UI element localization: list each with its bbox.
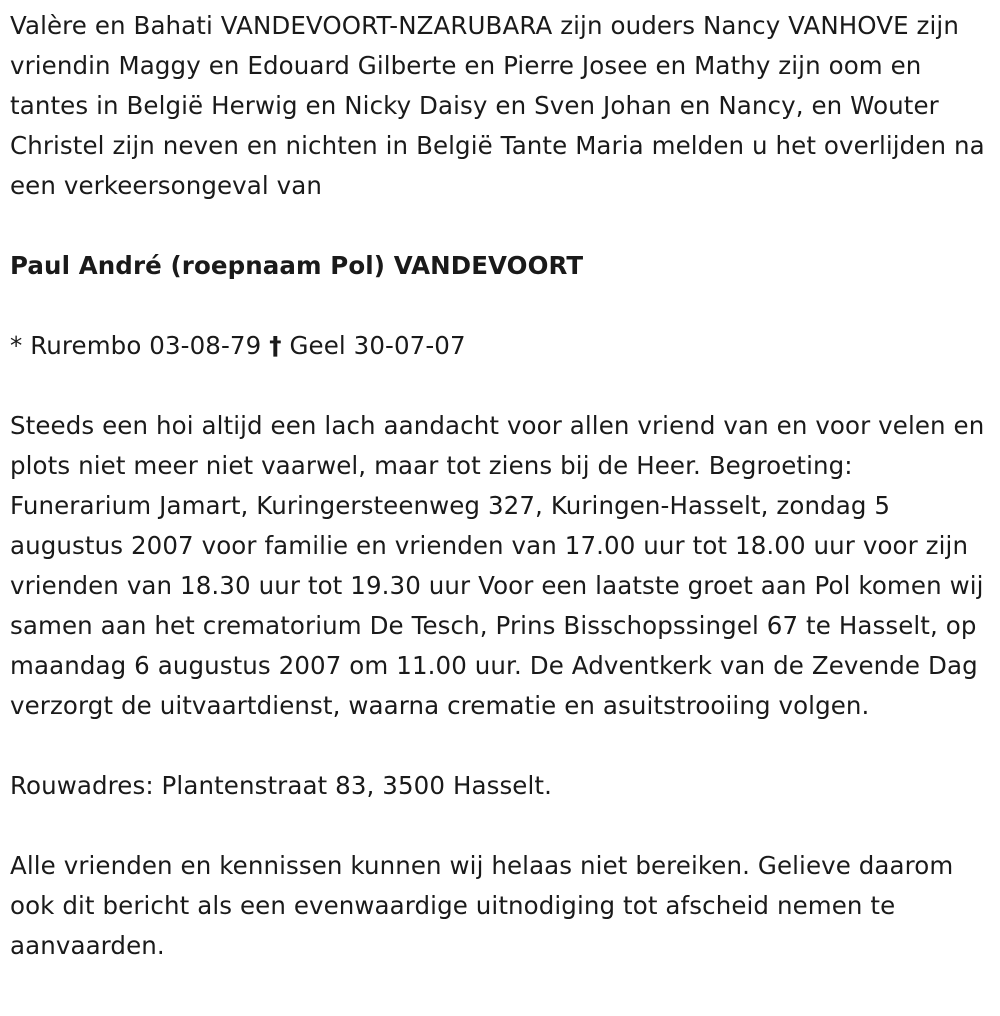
spacer (10, 806, 995, 846)
spacer (10, 206, 995, 246)
spacer (10, 366, 995, 406)
obituary-notice (10, 6, 995, 966)
death-info: Geel 30-07-07 (289, 331, 466, 360)
spacer (10, 286, 995, 326)
spacer (10, 726, 995, 766)
closing-paragraph: Alle vrienden en kennissen kunnen wij helaas niet bereiken. Gelieve daarom ook dit bericht als een evenwaardige uitnodiging tot afscheid nemen te aanvaarden. (10, 851, 954, 960)
ceremony-paragraph: Steeds een hoi altijd een lach aandacht voor allen vriend van en voor velen en plots niet meer niet vaarwel, maar tot ziens bij de Heer. Begroeting: Funerarium Jamart, Kuringersteenweg 327, Kuringen-Hasselt, zondag 5 augustus 2007 voor familie en vrienden van 17.00 uur tot 18.00 uur voor zijn vrienden van 18.30 uur tot 19.30 uur Voor een laatste groet aan Pol komen wij samen aan het crematorium De Tesch, Prins Bisschopssingel 67 te Hasselt, op maandag 6 augustus 2007 om 11.00 uur. De Adventkerk van de Zevende Dag verzorgt de uitvaartdienst, waarna crematie en asuitstrooiing volgen. (10, 411, 985, 720)
deceased-name: Paul André (roepnaam Pol) VANDEVOORT (10, 251, 584, 280)
dates-line (10, 326, 995, 366)
family-paragraph: Valère en Bahati VANDEVOORT-NZARUBARA zijn ouders Nancy VANHOVE zijn vriendin Maggy en Edouard Gilberte en Pierre Josee en Mathy zijn oom en tantes in België Herwig en Nicky Daisy en Sven Johan en Nancy, en Wouter Christel zijn neven en nichten in België Tante Maria melden u het overlijden na een verkeersongeval van (10, 11, 985, 200)
cross-icon: † (269, 331, 282, 360)
mourning-address: Rouwadres: Plantenstraat 83, 3500 Hasselt. (10, 771, 552, 800)
birth-info: * Rurembo 03-08-79 (10, 331, 262, 360)
